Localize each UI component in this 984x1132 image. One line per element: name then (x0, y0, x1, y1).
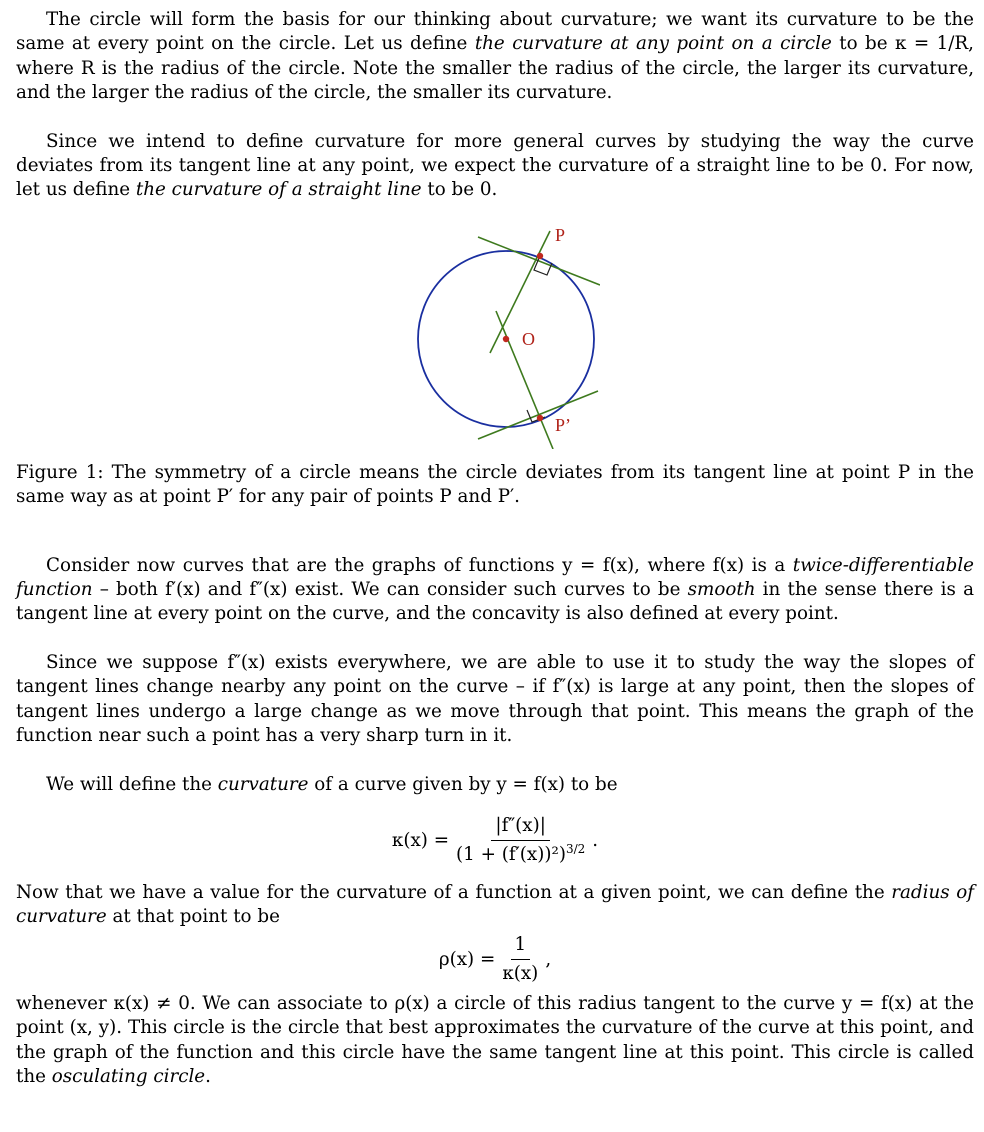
point-o (503, 336, 509, 342)
equation-radius: ρ(x) = $\frac{1}{\kappa(x)}$ , (438, 934, 552, 985)
equation-radius-denominator: κ(x) (502, 963, 539, 985)
figure-caption: Figure 1: The symmetry of a circle means the circle deviates from its tangent line at point P in the same way as at point P′ for any pair of points P and P′. (16, 461, 974, 508)
point-p (537, 253, 543, 259)
label-p-prime: P’ (555, 414, 572, 435)
tangent-line-p-prime (478, 391, 598, 439)
equation-curvature-denominator: $(1 + (f'(x))^2)^{3/2}$ (456, 842, 586, 866)
equation-curvature: κ(x) = $\frac{|f''(x)|}{(1 + (f'(x))^2)^{3/2}}$ . (391, 815, 599, 866)
equation-radius-numerator: 1 (511, 933, 531, 960)
equation-curvature-numerator: |f″(x)| (491, 814, 550, 841)
page (16, 8, 974, 1089)
paragraph-straight-line: Since we intend to define curvature for more general curves by studying the way the curve deviates from its tangent line at any point, we expect the curvature of a straight line to be 0. For now, let us define the curvature of a straight line to be 0. (16, 130, 974, 201)
label-p: P (555, 224, 566, 245)
radius-line-p (490, 231, 550, 353)
tangent-line-p (478, 237, 600, 285)
paragraph-second-derivative: Since we suppose f″(x) exists everywhere, we are able to use it to study the way the slopes of tangent lines change nearby any point on the curve – if f″(x) is large at any point, then the slopes of tangent lines undergo a large change as we move through that point. This means the graph of the function near such a point has a very sharp turn in it. (16, 651, 974, 747)
paragraph-radius-of-curvature: Now that we have a value for the curvature of a function at a given point, we can define the radius of curvature at that point to be (16, 881, 974, 928)
paragraph-circle-curvature: The circle will form the basis for our thinking about curvature; we want its curvature to be the same at every point on the circle. Let us define the curvature at any point on a circle to be κ = 1/R, where R is the radius of the circle. Note the smaller the radius of the circle, the larger its curvature, and the larger the radius of the circle, the smaller its curvature. (16, 9, 974, 104)
label-o: O (522, 328, 535, 349)
paragraph-osculating-circle: whenever κ(x) ≠ 0. We can associate to ρ(x) a circle of this radius tangent to the curve y = f(x) at the point (x, y). This circle is the circle that best approximates the curvature of the curve at this point, and the graph of the function and this circle have the same tangent line at this point. This circle is called the osculating circle. (16, 992, 974, 1087)
paragraph-curvature-definition: We will define the curvature of a curve given by y = f(x) to be (46, 773, 618, 795)
paragraph-twice-differentiable: Consider now curves that are the graphs of functions y = f(x), where f(x) is a twice-differentiable function – both f′(x) and f″(x) exist. We can consider such curves to be smooth in the sense there is a tangent line at every point on the curve, and the concavity is also defined at every point. (16, 554, 975, 625)
circle-diagram (400, 213, 600, 449)
figure-circle-tangents (16, 213, 974, 449)
point-p-prime (537, 415, 543, 421)
